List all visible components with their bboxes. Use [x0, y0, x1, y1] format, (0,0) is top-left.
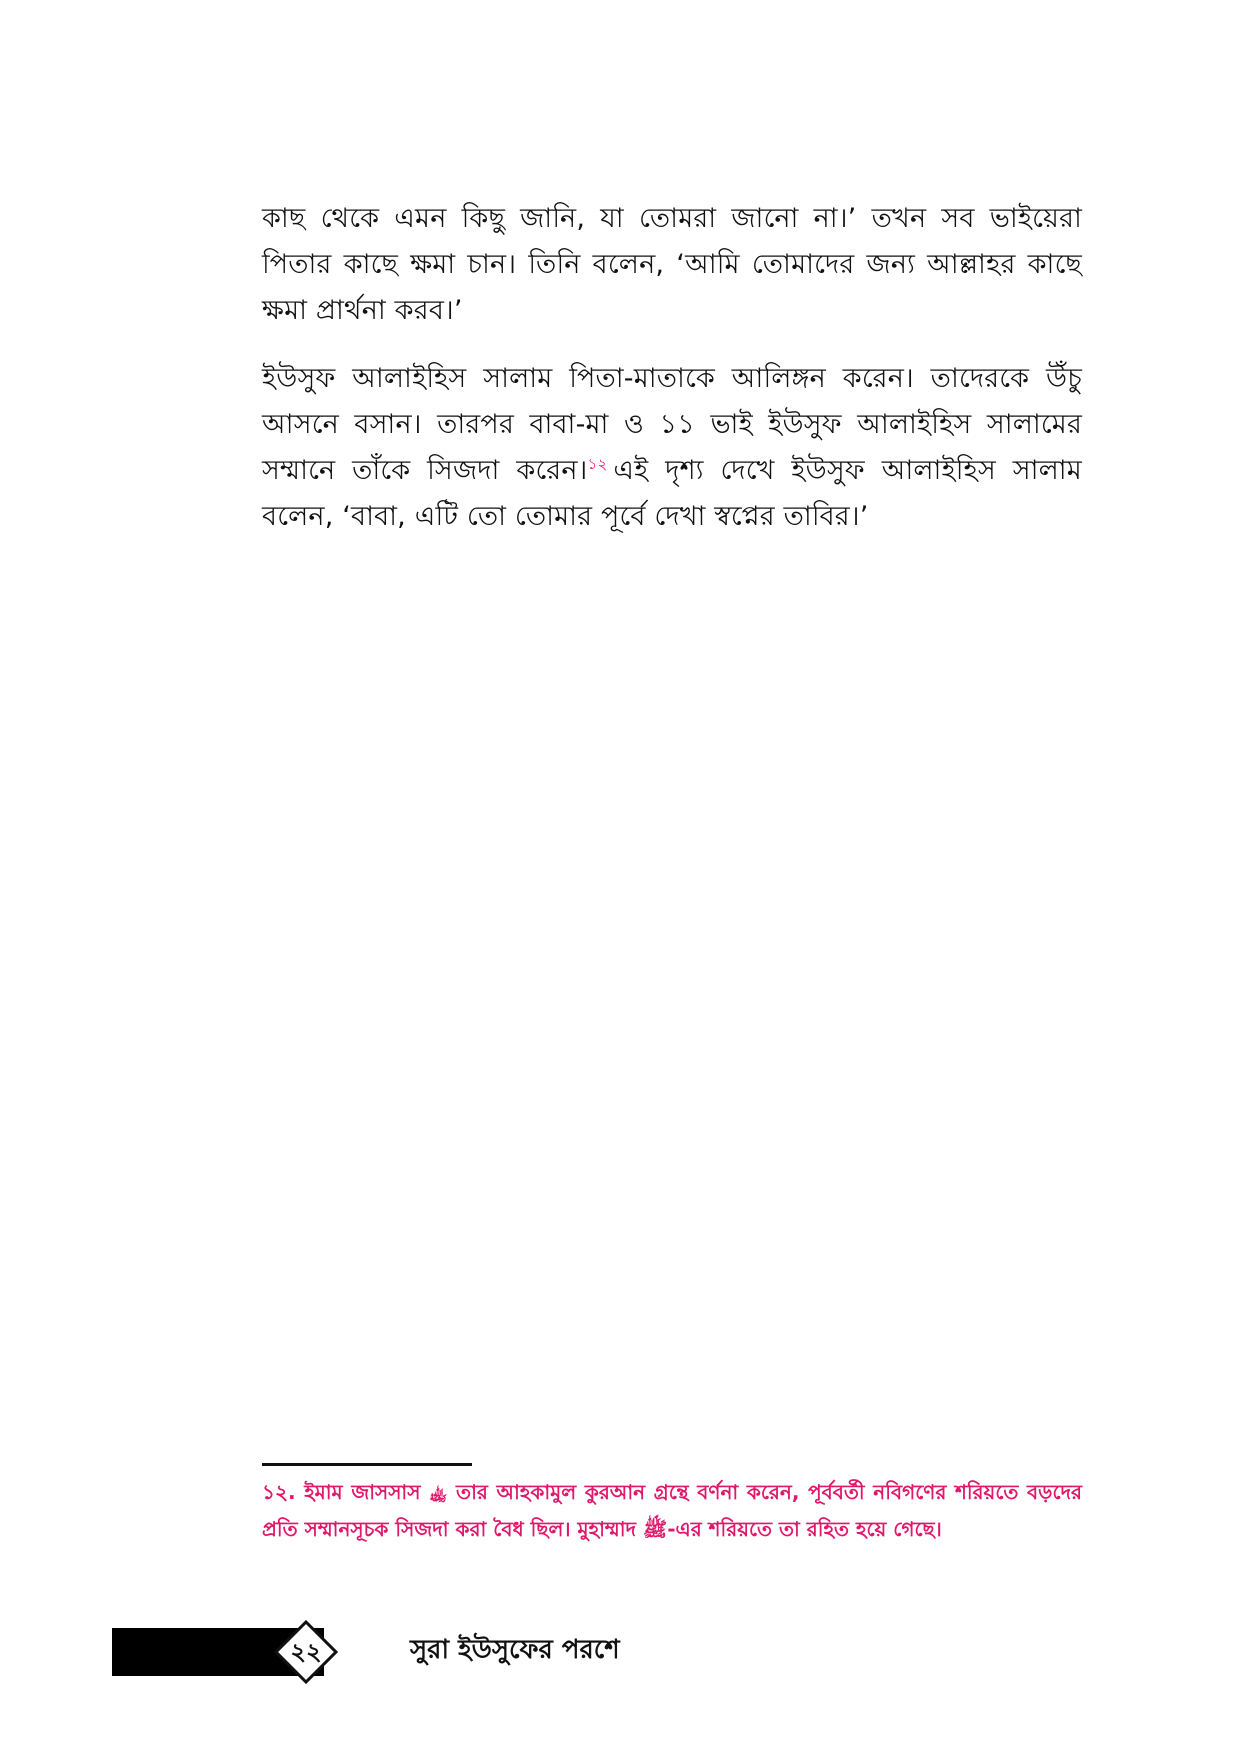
main-text — [262, 196, 1082, 562]
paragraph-2 — [262, 356, 1082, 540]
footnote: ১২. ইমাম জাসসাস ﵀ তার আহকামুল কুরআন গ্রন্থে বর্ণনা করেন, পূর্ববর্তী নবিগণের শরিয়তে বড়দের প্রতি সম্মানসূচক সিজদা করা বৈধ ছিল। মুহাম্মাদ ﷺ-এর শরিয়তে তা রহিত হয়ে গেছে। — [262, 1480, 1082, 1541]
page-number-badge — [274, 1620, 338, 1684]
running-title: সুরা ইউসুফের পরশে — [410, 1635, 620, 1665]
footnote-divider — [262, 1463, 472, 1466]
footnote-reference[interactable]: ১২ — [587, 455, 608, 473]
page-number: ২২ — [290, 1638, 322, 1666]
paragraph-1: কাছ থেকে এমন কিছু জানি, যা তোমরা জানো না।’ তখন সব ভাইয়েরা পিতার কাছে ক্ষমা চান। তিনি বলেন, ‘আমি তোমাদের জন্য আল্লাহর কাছে ক্ষমা প্রার্থনা করব।’ — [262, 203, 1082, 326]
paragraph-2-text-a: ইউসুফ আলাইহিস সালাম পিতা-মাতাকে আলিঙ্গন করেন। তাদেরকে উঁচু আসনে বসান। তারপর বাবা-মা ও ১১ ভাই ইউসুফ আলাইহিস সালামের সম্মানে তাঁকে সিজদা করেন। — [262, 363, 1082, 486]
paragraph-2-text-b: এই দৃশ্য দেখে ইউসুফ আলাইহিস সালাম বলেন, ‘বাবা, এটি তো তোমার পূর্বে দেখা স্বপ্নের তাবির।’ — [262, 455, 1082, 532]
